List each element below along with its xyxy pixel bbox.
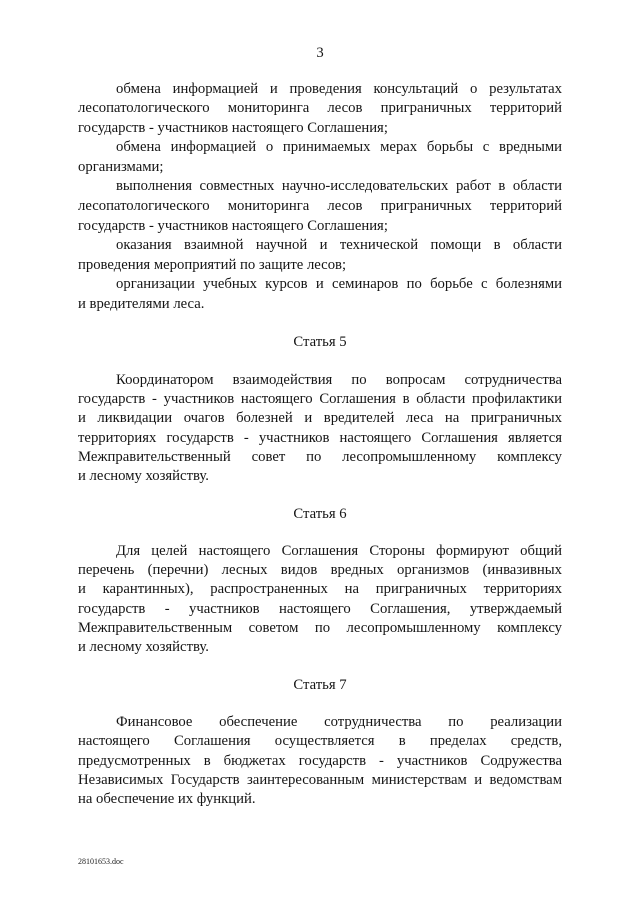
text-line: перечень (перечни) лесных видов вредных организмов (инвазивных (78, 562, 562, 579)
text-line: и ликвидации очагов болезней и вредителей леса на приграничных (78, 410, 562, 427)
enumeration-list (78, 80, 562, 315)
footer-filename: 28101653.doc (78, 857, 124, 866)
text-line: Независимых Государств заинтересованным министерствам и ведомствам (78, 771, 562, 788)
list-item (78, 236, 562, 275)
text-line: Координатором взаимодействия по вопросам сотрудничества (116, 372, 562, 388)
text-line: организмами; (78, 158, 164, 175)
text-line: государств - участников настоящего Соглашения, утверждаемый (78, 600, 562, 617)
text-line: организации учебных курсов и семинаров по борьбе с болезнями (116, 276, 562, 293)
text-line: проведения мероприятий по защите лесов; (78, 256, 347, 273)
text-line: лесопатологического мониторинга лесов приграничных территорий (78, 100, 562, 117)
list-item (78, 275, 562, 314)
text-line: государств - участников настоящего Соглашения; (78, 119, 388, 136)
text-line: обмена информацией и проведения консультаций о результатах (116, 80, 562, 97)
article-paragraph (78, 542, 562, 657)
text-line: Для целей настоящего Соглашения Стороны формируют общий (116, 543, 562, 559)
text-line: и карантинных), распространенных на приграничных территориях (78, 581, 562, 598)
text-line: обмена информацией о принимаемых мерах борьбы с вредными (116, 139, 562, 156)
article-heading: Статья 5 (293, 334, 347, 350)
text-line: и лесному хозяйству. (78, 468, 209, 485)
article-heading: Статья 7 (293, 677, 347, 693)
article-heading: Статья 6 (293, 506, 347, 522)
article-paragraph (78, 713, 562, 809)
text-line: государств - участников настоящего Соглашения; (78, 217, 388, 234)
article-paragraph (78, 371, 562, 486)
text-line: лесопатологического мониторинга лесов приграничных территорий (78, 198, 562, 215)
text-line: Межправительственным советом по лесопромышленному комплексу (78, 619, 562, 636)
list-item (78, 138, 562, 177)
text-line: и вредителями леса. (78, 296, 205, 313)
text-line: Финансовое обеспечение сотрудничества по реализации (116, 714, 562, 730)
text-line: выполнения совместных научно-исследовательских работ в области (116, 178, 562, 195)
text-line: настоящего Соглашения осуществляется в пределах средств, (78, 733, 562, 750)
text-line: и лесному хозяйству. (78, 639, 209, 656)
text-line: Межправительственный совет по лесопромышленному комплексу (78, 448, 562, 465)
text-line: территориях государств - участников настоящего Соглашения является (78, 429, 562, 446)
text-line: предусмотренных в бюджетах государств - участников Содружества (78, 752, 562, 769)
page-number: 3 (316, 45, 324, 61)
text-line: на обеспечение их функций. (78, 791, 256, 807)
text-line: государств - участников настоящего Соглашения в области профилактики (78, 391, 562, 408)
text-line: оказания взаимной научной и технической помощи в области (116, 237, 562, 254)
list-item (78, 177, 562, 236)
list-item (78, 80, 562, 139)
